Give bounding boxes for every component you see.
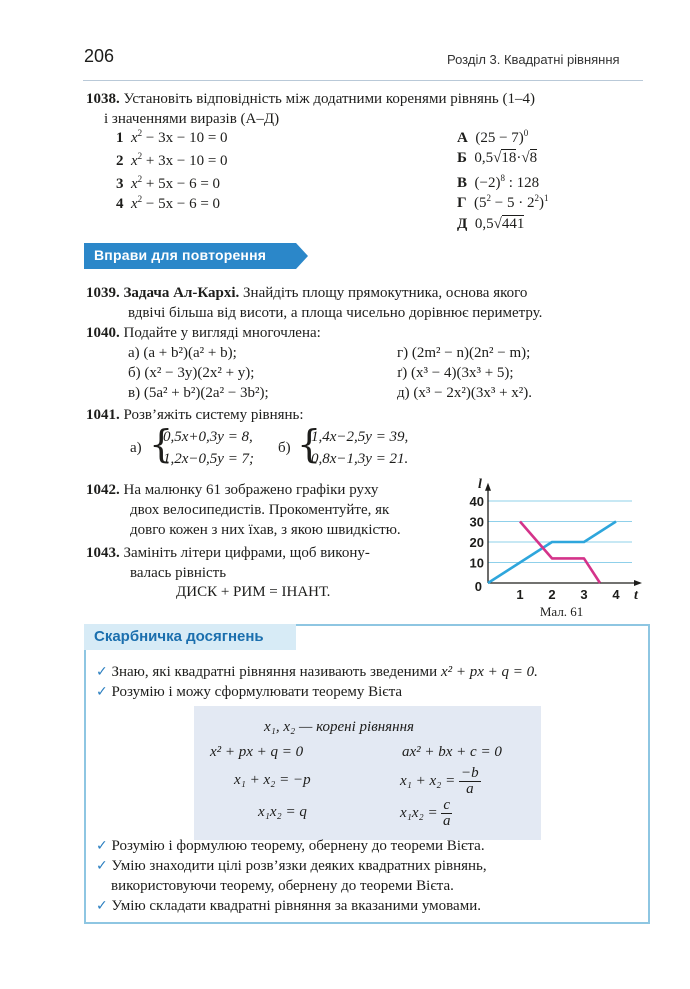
option-d: Г $(5^2 - 5 \cdot 2^2)^1$ — [457, 193, 549, 211]
general-product: x₁x₂ = $\frac{c}{a}$ — [400, 797, 451, 829]
vieta-title: x₁, x₂ — корені рівняння — [264, 719, 414, 735]
x-axis-label: t — [634, 588, 638, 603]
reduced-product: x₁x₂ = q — [258, 804, 307, 820]
task-1039-line1: 1039. Задача Ал-Кархі. Знайдіть площу прямокутника, основа якого — [86, 285, 528, 301]
y-tick-label: 30 — [469, 514, 484, 530]
reduced-equation: x² + px + q = 0 — [210, 744, 304, 760]
x-tick-label: 1 — [516, 587, 524, 602]
achievement-3: ✓ Розумію і формулюю теорему, обернену до теореми Вієта. — [96, 838, 485, 854]
option-b: Б 0,5√18·√8 — [457, 150, 538, 166]
task-1042-line2: двох велосипедистів. Прокоментуйте, як — [130, 502, 390, 518]
option-c: В $(-2)^8$ : 128 — [457, 173, 540, 191]
task-1040-item-a: а) (a + b²)(a² + b); — [128, 345, 237, 361]
task-1040-item-b: б) (x² − 3y)(2x² + y); — [128, 365, 255, 381]
chart-caption: Мал. 61 — [539, 604, 584, 619]
task-1039-line2: вдвічі більша від висоти, а площа чисельно дорівнює периметру. — [128, 305, 543, 321]
system-b-brace: { — [297, 422, 322, 466]
task-1041-line: 1041. Розв’яжіть систему рівнянь: — [86, 407, 304, 423]
task-1040-line: 1040. Подайте у вигляді многочлена: — [86, 325, 321, 341]
task-number: 1039. — [86, 285, 120, 301]
equation-2: 2 $x^2 + 3x - 10 = 0$ — [116, 151, 228, 169]
task-1043-line2: валась рівність — [130, 565, 227, 581]
general-sum: x₁ + x₂ = $\frac{-b}{a}$ — [400, 765, 479, 797]
system-b-eq2: 0,8x−1,3y = 21. — [311, 451, 409, 467]
task-1042-line3: довго кожен з них їхав, з якою швидкістю. — [130, 522, 401, 538]
check-icon: ✓ — [96, 684, 108, 700]
option-a: А $(25 - 7)^0$ — [457, 128, 529, 146]
achievement-1: ✓ Знаю, які квадратні рівняння називають зведеними x² + px + q = 0. — [96, 664, 538, 680]
task-1040-item-e: ґ) (x³ − 4)(3x³ + 5); — [397, 365, 514, 381]
check-icon: ✓ — [96, 898, 108, 914]
option-e: Д 0,5√441 — [457, 216, 525, 232]
task-1040-item-d: г) (2m² − n)(2n² − m); — [397, 345, 531, 361]
y-tick-label: 20 — [469, 535, 484, 550]
x-tick-label: 3 — [580, 587, 588, 602]
header-rule — [83, 80, 643, 81]
page-number: 206 — [84, 46, 115, 66]
system-a-brace: { — [149, 422, 174, 466]
achievement-2: ✓ Розумію і можу сформулювати теорему Вієта — [96, 684, 403, 700]
equation-1: 1 $x^2 - 3x - 10 = 0$ — [116, 128, 228, 146]
section-title: Розділ 3. Квадратні рівняння — [447, 52, 620, 67]
task-1040-item-f: д) (x³ − 2x²)(3x³ + x²). — [397, 385, 533, 401]
task-1038-line1 — [86, 91, 535, 108]
system-a-label: а) — [130, 440, 142, 456]
x-axis-arrow — [634, 580, 642, 586]
y-tick-label: 40 — [469, 494, 484, 509]
general-equation: ax² + bx + c = 0 — [402, 744, 502, 760]
achievement-4: ✓ Умію знаходити цілі розв’язки деяких квадратних рівнянь, — [96, 858, 487, 874]
task-number: 1038. — [86, 91, 120, 107]
task-1043-equation: ДИСК + РИМ = ІНАНТ. — [176, 584, 331, 600]
task-1042-line1: 1042. На малюнку 61 зображено графіки руху — [86, 482, 379, 498]
x-tick-label: 4 — [612, 587, 620, 602]
achievement-4-cont: використовуючи теорему, обернену до теореми Вієта. — [111, 878, 454, 894]
check-icon: ✓ — [96, 664, 108, 680]
check-icon: ✓ — [96, 858, 108, 874]
task-text: Установіть відповідність між додатними коренями рівнянь (1–4) — [123, 91, 536, 107]
series-line-cyclist-1 — [488, 522, 616, 584]
achievements-title: Скарбничка досягнень — [94, 628, 264, 645]
equation-4: 4 $x^2 - 5x - 6 = 0$ — [116, 194, 221, 212]
system-b-label: б) — [278, 440, 291, 456]
task-1038-line2: і значеннями виразів (А–Д) — [104, 111, 280, 127]
equation-3: 3 $x^2 + 5x - 6 = 0$ — [116, 174, 221, 192]
reduced-sum: x₁ + x₂ = −p — [234, 772, 311, 788]
y-axis-arrow — [485, 483, 491, 491]
task-1043-line1: 1043. Замініть літери цифрами, щоб викону- — [86, 545, 370, 561]
system-a-eq2: 1,2x−0,5y = 7; — [163, 451, 255, 467]
origin-label: 0 — [474, 579, 482, 594]
y-tick-label: 10 — [469, 555, 484, 571]
y-axis-label: l — [478, 476, 482, 492]
system-b-eq1: 1,4x−2,5y = 39, — [311, 429, 409, 445]
achievement-5: ✓ Умію складати квадратні рівняння за вказаними умовами. — [96, 898, 481, 914]
series-line-cyclist-2 — [520, 522, 600, 584]
check-icon: ✓ — [96, 838, 108, 854]
system-a-eq1: 0,5x+0,3y = 8, — [163, 429, 253, 445]
task-1040-item-c: в) (5a² + b²)(2a² − 3b²); — [128, 385, 269, 401]
x-tick-label: 2 — [548, 587, 556, 602]
task-title: Задача Ал-Кархі. — [123, 285, 240, 301]
section-banner-title: Вправи для повторення — [94, 247, 267, 263]
motion-graph — [452, 476, 647, 624]
